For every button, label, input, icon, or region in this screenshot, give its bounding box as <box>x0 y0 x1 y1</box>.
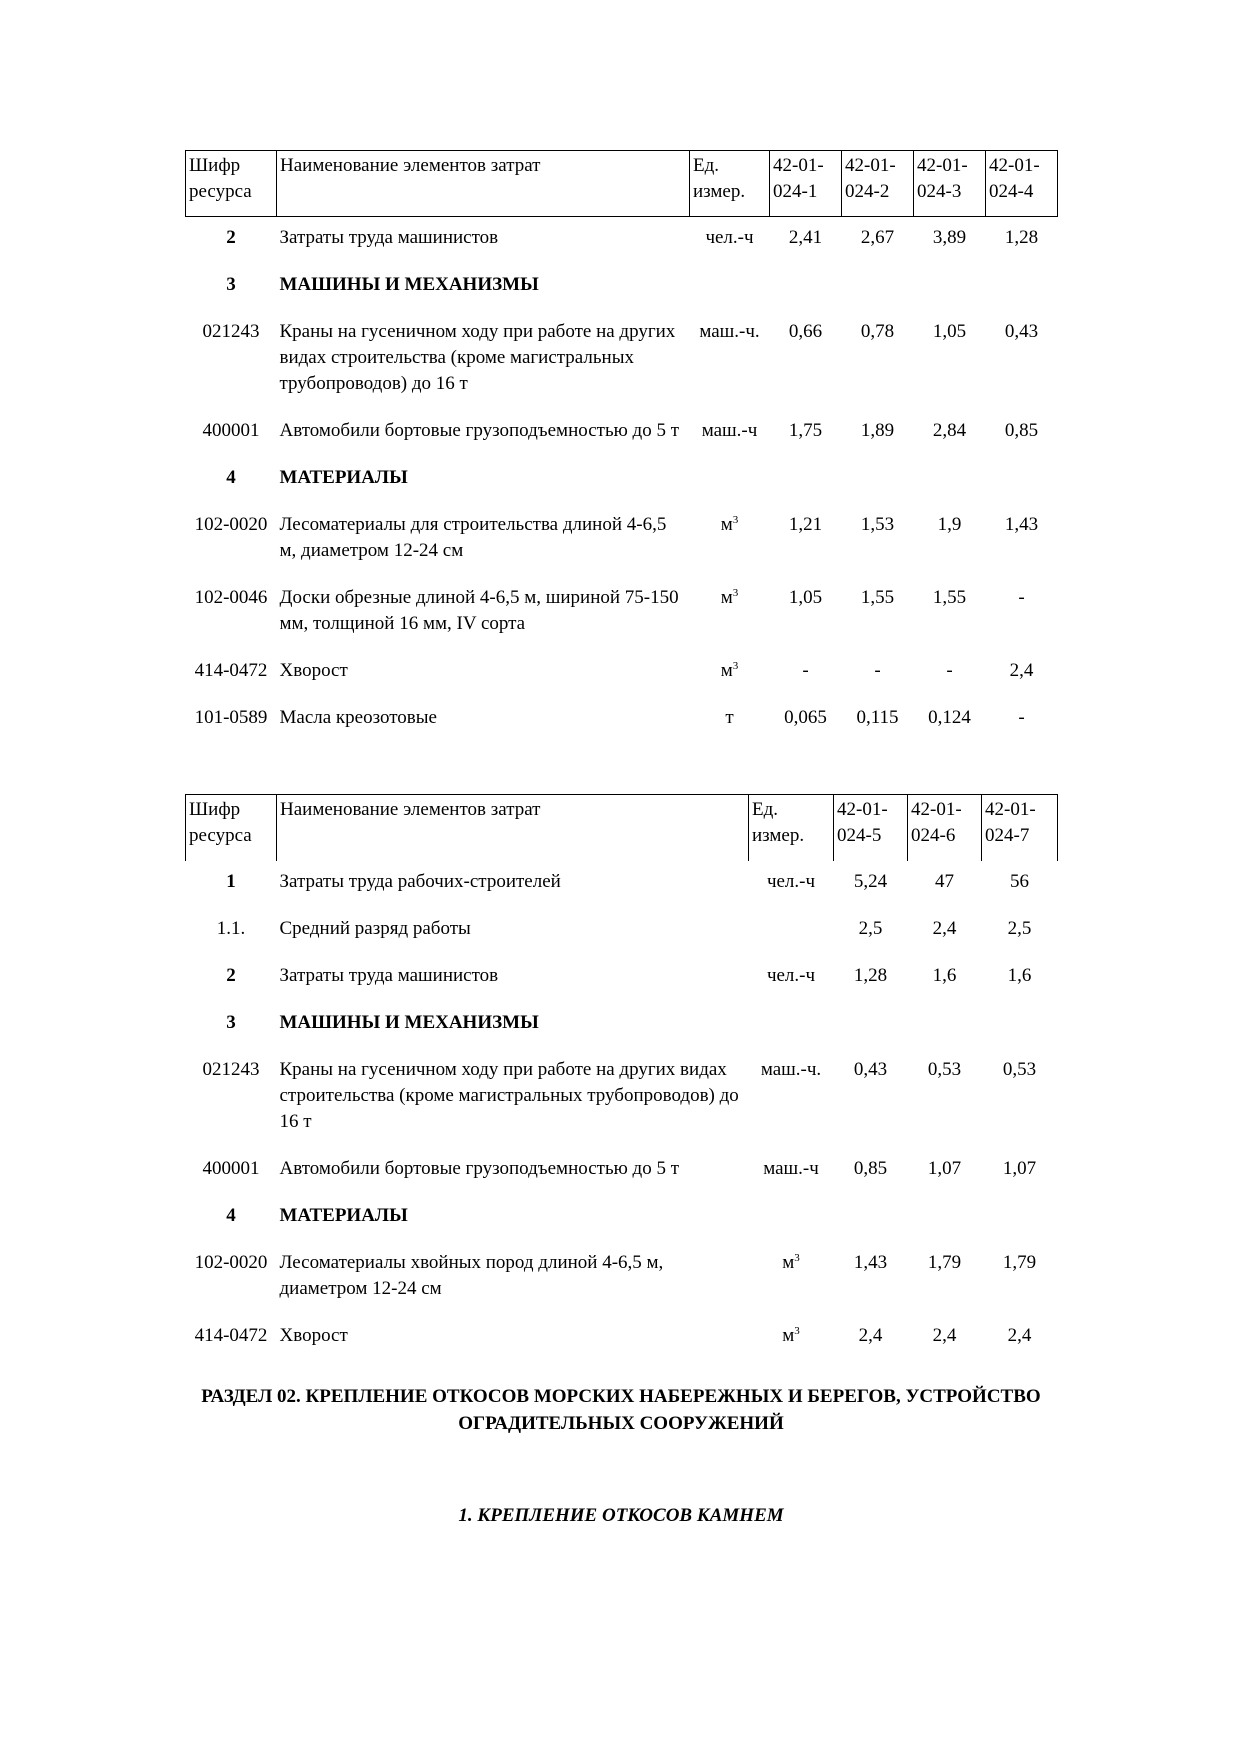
cost-element-name-cell: Краны на гусеничном ходу при работе на других видах строительства (кроме магистральных трубопроводов) до 16 т <box>279 1058 739 1132</box>
norm-value-cell: 1,79 <box>1002 1251 1037 1273</box>
table-row <box>186 912 1058 959</box>
norm-value-cell: 2,4 <box>1009 660 1034 681</box>
table-row <box>186 654 1058 701</box>
norm-value-cell: 2,67 <box>860 227 895 248</box>
norm-value-cell <box>982 1006 1058 1053</box>
table-row <box>186 861 1058 912</box>
header-norm-code: 42-01-024-7 <box>982 795 1058 861</box>
header-cost-element-name: Наименование элементов затрат <box>277 151 690 217</box>
norm-value-cell <box>982 1199 1058 1246</box>
resource-code-cell: 021243 <box>202 321 260 342</box>
norm-value-cell <box>986 461 1058 508</box>
norm-value-cell: 2,5 <box>1007 917 1032 939</box>
unit-cell <box>690 581 770 654</box>
resource-code-cell: 101-0589 <box>194 707 268 728</box>
cost-element-name-cell: Лесоматериалы для строительства длиной 4-6,5 м, диаметром 12-24 см <box>279 514 667 561</box>
norm-value-cell: 2,5 <box>858 917 883 939</box>
cost-element-name-cell: МАТЕРИАЛЫ <box>279 1204 408 1226</box>
resource-code-cell: 1 <box>226 870 236 892</box>
unit-text: маш.-ч <box>763 1157 819 1179</box>
norm-value-cell: 1,79 <box>927 1251 962 1273</box>
resource-code-cell: 102-0020 <box>194 514 268 535</box>
unit-cell <box>690 268 770 315</box>
cost-element-name-cell: Затраты труда рабочих-строителей <box>279 870 561 892</box>
norm-value-cell: 1,07 <box>927 1157 962 1179</box>
header-norm-code: 42-01-024-1 <box>770 151 842 217</box>
unit-cell <box>690 508 770 581</box>
resource-code-cell: 414-0472 <box>194 660 268 681</box>
norm-value-cell: 5,24 <box>853 870 888 892</box>
unit-text: чел.-ч <box>766 964 816 986</box>
table-row <box>186 1199 1058 1246</box>
norm-value-cell <box>914 268 986 315</box>
header-unit: Ед. измер. <box>690 151 770 217</box>
header-unit: Ед. измер. <box>749 795 834 861</box>
norm-value-cell: 56 <box>1010 870 1029 892</box>
cost-element-name-cell: Средний разряд работы <box>279 917 471 939</box>
cost-element-name-cell: Хворост <box>279 660 348 681</box>
cost-element-name-cell: Масла креозотовые <box>279 707 437 728</box>
norm-value-cell: 0,66 <box>788 321 823 342</box>
resource-code-cell: 414-0472 <box>194 1324 268 1346</box>
norm-value-cell: 0,85 <box>853 1157 888 1179</box>
unit-cell <box>690 414 770 461</box>
cost-element-name-cell: Доски обрезные длиной 4-6,5 м, шириной 75-150 мм, толщиной 16 мм, IV сорта <box>279 587 679 634</box>
unit-superscript: 3 <box>794 1324 800 1337</box>
unit-cell <box>749 959 834 1006</box>
norm-value-cell: 0,43 <box>1004 321 1039 342</box>
header-norm-code: 42-01-024-2 <box>842 151 914 217</box>
norm-value-cell: 47 <box>935 870 954 892</box>
unit-text: чел.-ч <box>766 870 816 892</box>
unit-text: м <box>782 1324 795 1346</box>
norm-value-cell: 2,4 <box>1007 1324 1032 1346</box>
norm-value-cell: 1,28 <box>1004 227 1039 248</box>
resource-table-2 <box>185 794 1058 1366</box>
norm-value-cell <box>842 268 914 315</box>
unit-cell <box>749 1152 834 1199</box>
norm-value-cell: 1,89 <box>860 420 895 441</box>
cost-element-name-cell: Затраты труда машинистов <box>279 227 499 248</box>
unit-cell <box>749 1199 834 1246</box>
norm-value-cell: 2,41 <box>788 227 823 248</box>
table-row <box>186 1319 1058 1366</box>
cost-element-name-cell: МАШИНЫ И МЕХАНИЗМЫ <box>279 1011 539 1033</box>
norm-value-cell: 0,85 <box>1004 420 1039 441</box>
table-row <box>186 581 1058 654</box>
resource-code-cell: 1.1. <box>216 917 246 939</box>
header-norm-code: 42-01-024-3 <box>914 151 986 217</box>
resource-code-cell: 4 <box>226 1204 236 1226</box>
norm-value-cell <box>770 461 842 508</box>
unit-cell <box>749 1246 834 1319</box>
norm-value-cell: 1,05 <box>932 321 967 342</box>
norm-value-cell: - <box>946 660 953 681</box>
norm-value-cell: 1,21 <box>788 514 823 535</box>
norm-value-cell: 0,43 <box>853 1058 888 1080</box>
resource-code-cell: 400001 <box>202 1157 260 1179</box>
table-row <box>186 414 1058 461</box>
unit-text: м <box>782 1251 795 1273</box>
unit-cell <box>749 861 834 912</box>
section-heading: РАЗДЕЛ 02. КРЕПЛЕНИЕ ОТКОСОВ МОРСКИХ НАБЕРЕЖНЫХ И БЕРЕГОВ, УСТРОЙСТВО ОГРАДИТЕЛЬНЫХ СООРУЖЕНИЙ <box>201 1386 1041 1434</box>
unit-superscript: 3 <box>732 660 739 672</box>
norm-value-cell <box>842 461 914 508</box>
norm-value-cell: 1,07 <box>1002 1157 1037 1179</box>
header-norm-code: 42-01-024-5 <box>834 795 908 861</box>
cost-element-name-cell: Лесоматериалы хвойных пород длиной 4-6,5 м, диаметром 12-24 см <box>279 1251 664 1299</box>
table-row <box>186 508 1058 581</box>
norm-value-cell: 1,6 <box>1007 964 1032 986</box>
norm-value-cell <box>834 1006 908 1053</box>
unit-cell <box>690 701 770 748</box>
header-cost-element-name: Наименование элементов затрат <box>277 795 749 861</box>
resource-code-cell: 102-0046 <box>194 587 268 608</box>
norm-value-cell: 0,065 <box>784 707 827 728</box>
norm-value-cell: 1,75 <box>788 420 823 441</box>
unit-text: м <box>720 660 733 681</box>
norm-value-cell: - <box>1018 707 1025 728</box>
table-1-body <box>186 217 1058 749</box>
unit-text: маш.-ч. <box>699 321 760 342</box>
unit-cell <box>749 1006 834 1053</box>
norm-value-cell: 0,53 <box>1002 1058 1037 1080</box>
table-row <box>186 217 1058 269</box>
norm-value-cell: 0,78 <box>860 321 895 342</box>
resource-code-cell: 400001 <box>202 420 260 441</box>
unit-cell <box>690 461 770 508</box>
unit-superscript: 3 <box>732 514 739 526</box>
table-row <box>186 268 1058 315</box>
unit-text: м <box>720 587 733 608</box>
norm-value-cell: 2,84 <box>932 420 967 441</box>
table-row <box>186 461 1058 508</box>
resource-code-cell: 3 <box>226 1011 236 1033</box>
table-row <box>186 1246 1058 1319</box>
norm-value-cell: 1,43 <box>853 1251 888 1273</box>
unit-cell <box>690 654 770 701</box>
unit-text: маш.-ч <box>701 420 758 441</box>
table-2-header <box>186 795 1058 861</box>
resource-code-cell: 102-0020 <box>194 1251 268 1273</box>
resource-code-cell: 2 <box>226 227 236 248</box>
table-row <box>186 1006 1058 1053</box>
cost-element-name-cell: Хворост <box>279 1324 348 1346</box>
unit-text: маш.-ч. <box>760 1058 822 1080</box>
norm-value-cell: - <box>1018 587 1025 608</box>
norm-value-cell: 1,53 <box>860 514 895 535</box>
unit-superscript: 3 <box>794 1251 800 1264</box>
norm-value-cell: 2,4 <box>932 917 957 939</box>
norm-value-cell <box>770 268 842 315</box>
norm-value-cell: 1,6 <box>932 964 957 986</box>
resource-code-cell: 3 <box>226 274 236 295</box>
unit-text: чел.-ч <box>705 227 754 248</box>
unit-text: м <box>720 514 733 535</box>
norm-value-cell: 1,55 <box>932 587 967 608</box>
unit-superscript: 3 <box>732 587 739 599</box>
norm-value-cell: - <box>802 660 809 681</box>
cost-element-name-cell: Автомобили бортовые грузоподъемностью до 5 т <box>279 1157 680 1179</box>
norm-value-cell: 2,4 <box>932 1324 957 1346</box>
resource-table-1 <box>185 150 1058 748</box>
header-resource-code: Шифр ресурса <box>186 151 277 217</box>
norm-value-cell: 1,05 <box>788 587 823 608</box>
norm-value-cell <box>834 1199 908 1246</box>
cost-element-name-cell: Автомобили бортовые грузоподъемностью до 5 т <box>279 420 680 441</box>
cost-element-name-cell: МАШИНЫ И МЕХАНИЗМЫ <box>279 274 539 295</box>
subsection-heading: 1. КРЕПЛЕНИЕ ОТКОСОВ КАМНЕМ <box>458 1505 784 1526</box>
table-row <box>186 315 1058 414</box>
norm-value-cell: 1,9 <box>937 514 962 535</box>
table-row <box>186 1053 1058 1152</box>
norm-value-cell: 0,124 <box>928 707 971 728</box>
norm-value-cell: 0,53 <box>927 1058 962 1080</box>
resource-code-cell: 021243 <box>202 1058 260 1080</box>
norm-value-cell <box>914 461 986 508</box>
unit-cell <box>690 315 770 414</box>
norm-value-cell <box>908 1006 982 1053</box>
cost-element-name-cell: Краны на гусеничном ходу при работе на других видах строительства (кроме магистральных трубопроводов) до 16 т <box>279 321 676 394</box>
unit-cell <box>749 1319 834 1366</box>
resource-code-cell: 4 <box>226 467 236 488</box>
cost-element-name-cell: Затраты труда машинистов <box>279 964 499 986</box>
table-row <box>186 959 1058 1006</box>
unit-cell <box>690 217 770 269</box>
table-row <box>186 1152 1058 1199</box>
norm-value-cell: 2,4 <box>858 1324 883 1346</box>
header-norm-code: 42-01-024-4 <box>986 151 1058 217</box>
unit-cell <box>749 912 834 959</box>
cost-element-name-cell: МАТЕРИАЛЫ <box>279 467 408 488</box>
norm-value-cell: 3,89 <box>932 227 967 248</box>
norm-value-cell <box>986 268 1058 315</box>
norm-value-cell: 1,55 <box>860 587 895 608</box>
resource-code-cell: 2 <box>226 964 236 986</box>
table-row <box>186 701 1058 748</box>
table-2-body <box>186 861 1058 1366</box>
unit-text: т <box>725 707 734 728</box>
norm-value-cell: 1,43 <box>1004 514 1039 535</box>
norm-value-cell: 1,28 <box>853 964 888 986</box>
header-norm-code: 42-01-024-6 <box>908 795 982 861</box>
header-resource-code: Шифр ресурса <box>186 795 277 861</box>
norm-value-cell <box>908 1199 982 1246</box>
norm-value-cell: - <box>874 660 881 681</box>
table-1-header <box>186 151 1058 217</box>
norm-value-cell: 0,115 <box>856 707 899 728</box>
unit-cell <box>749 1053 834 1152</box>
